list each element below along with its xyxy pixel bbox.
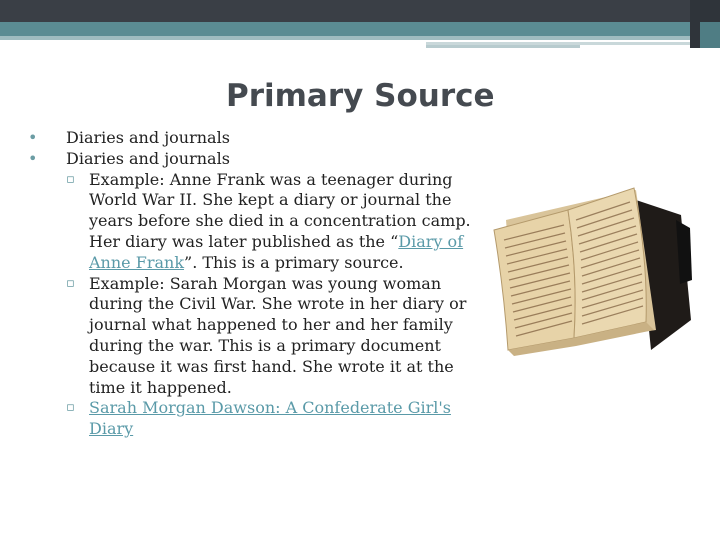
bullet-dot-icon: • — [28, 148, 38, 168]
sarah-morgan-text: Example: Sarah Morgan was young woman during the Civil War. She wrote in her diary or journal what happened to her and her family during the war. This is a primary document because it was first hand. She wrote it at the time it happened. — [89, 273, 467, 397]
anne-frank-text-end: ”. This is a primary source. — [184, 252, 404, 272]
header-accent-bar — [0, 22, 720, 36]
diary-left-page — [494, 210, 575, 350]
sub-bullet-item-sarah-link — [24, 398, 474, 440]
anne-frank-diary-link[interactable]: Diary of Anne Frank — [89, 231, 464, 272]
header-bar — [0, 0, 720, 22]
sarah-morgan-diary-link[interactable]: Sarah Morgan Dawson: A Confederate Girl's Diary — [89, 398, 451, 439]
bullet-item — [24, 128, 474, 149]
bullet-text: Diaries and journals — [66, 148, 230, 168]
sub-bullet-square-icon: ▫ — [66, 275, 75, 291]
sub-bullet-square-icon: ▫ — [66, 171, 75, 187]
old-diary-book-icon — [486, 180, 696, 360]
anne-frank-text: Example: Anne Frank was a teenager during World War II. She kept a diary or journal the years before she died in a concentration camp. Her diary was later published as the “ — [89, 169, 471, 251]
diary-right-page — [568, 188, 646, 338]
header-accent-line — [0, 36, 720, 40]
corner-decoration-accent — [700, 22, 720, 48]
header-divider-line-short — [426, 45, 580, 48]
slide-content — [24, 128, 474, 440]
slide-title: Primary Source — [226, 78, 495, 114]
sub-bullet-square-icon: ▫ — [66, 400, 75, 416]
sub-bullet-item-sarah-morgan — [24, 274, 474, 399]
bullet-text: Diaries and journals — [66, 128, 230, 147]
bullet-item — [24, 149, 474, 170]
sub-bullet-item-anne-frank — [24, 170, 474, 274]
bullet-dot-icon: • — [28, 128, 38, 147]
